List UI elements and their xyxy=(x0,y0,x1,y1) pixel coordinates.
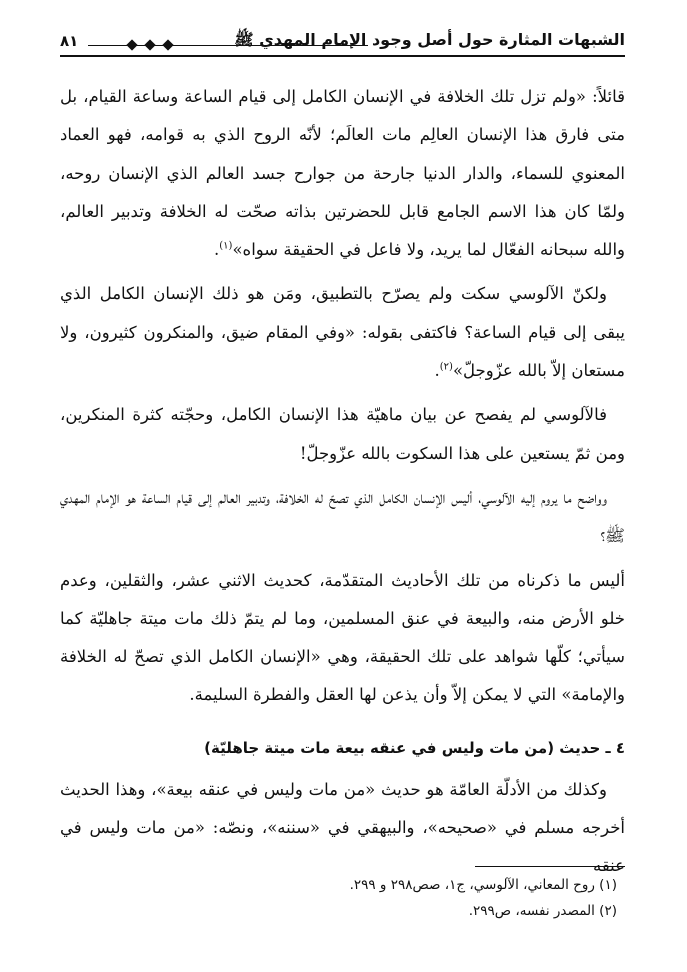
ornament-diamond-icon xyxy=(126,39,137,50)
paragraph: وكذلك من الأدلّة العامّة هو حديث «من مات وليس في عنقه بيعة»، وهذا الحديث أخرجه مسلم في «صحيحه»، والبيهقي في «سننه»، ونصّه: «من مات وليس في عنقه xyxy=(60,779,625,876)
paragraph: فالآلوسي لم يفصح عن بيان ماهيّة هذا الإنسان الكامل، وحجّته كثرة المنكرين، ومن ثمّ يستعين على هذا السكوت بالله عزّوجلّ! xyxy=(60,405,625,463)
footnote-rule xyxy=(475,866,625,867)
paragraph: قائلاً: «ولم تزل تلك الخلافة في الإنسان الكامل إلى قيام الساعة وساعة القيام، بل متى فارق هذا الإنسان العالِم مات العالَم؛ لأنّه الروح الذي به قوامه، فهو العماد المعنوي للسماء، والدار الدنيا جارحة من جوارح جسد العالم الذي الإنسان روحه، ولمّا كان هذا الاسم الجامع قابل للحضرتين بذاته صحّت له الخلافة وتدبير العالم، والله سبحانه الفعّال لما يريد، ولا فاعل في الحقيقة سواه»$^{(١)}$. xyxy=(60,87,625,260)
ornament-diamond-icon xyxy=(144,39,155,50)
footnote-marker: (١) xyxy=(219,240,233,252)
paragraph: وواضح ما يروم إليه الآلوسي، أليس الإنسان الكامل الذي تصحّ له الخلافة، وتدبير العالم إلى قيام الساعة هو الإمام المهدي ﷺ؟ xyxy=(60,487,625,546)
footnote: (١) روح المعاني، الآلوسي، ج١، صص٢٩٨ و ٢٩٩. xyxy=(349,877,617,893)
page-header xyxy=(60,22,625,56)
paragraph: أليس ما ذكرناه من تلك الأحاديث المتقدّمة، كحديث الاثني عشر، والثقلين، وعدم خلو الأرض منه، والبيعة في عنق المسلمين، وما لم يتمّ ذلك مات ميتة جاهليّة كما سيأتي؛ كلّها شواهد على تلك الحقيقة، وهي «الإنسان الكامل الذي تصحّ له الخلافة والإمامة» التي لا يمكن إلاّ وأن يذعن لها العقل والفطرة السليمة. xyxy=(60,570,625,705)
footnotes xyxy=(60,872,625,924)
ornament-diamond-icon xyxy=(162,39,173,50)
paragraph: ولكنّ الآلوسي سكت ولم يصرّح بالتطبيق، ومَن هو ذلك الإنسان الكامل الذي يبقى إلى قيام الساعة؟ فاكتفى بقوله: «وفي المقام ضيق، والمنكرون كثيرون، ولا مستعان إلاّ بالله عزّوجلّ»$^{(٢)}$. xyxy=(60,284,625,381)
header-ornament xyxy=(88,41,368,51)
running-title: الشبهات المثارة حول أصل وجود الإمام المهدي ﷺ xyxy=(234,30,625,49)
body-text xyxy=(60,78,625,892)
footnote-marker: (٢) xyxy=(439,361,453,373)
page-number: ٨١ xyxy=(60,32,79,50)
footnote: (٢) المصدر نفسه، ص٢٩٩. xyxy=(468,903,617,919)
section-heading: ٤ ـ حديث (من مات وليس في عنقه بيعة مات ميتة جاهليّة) xyxy=(204,738,625,757)
header-rule xyxy=(60,55,625,57)
